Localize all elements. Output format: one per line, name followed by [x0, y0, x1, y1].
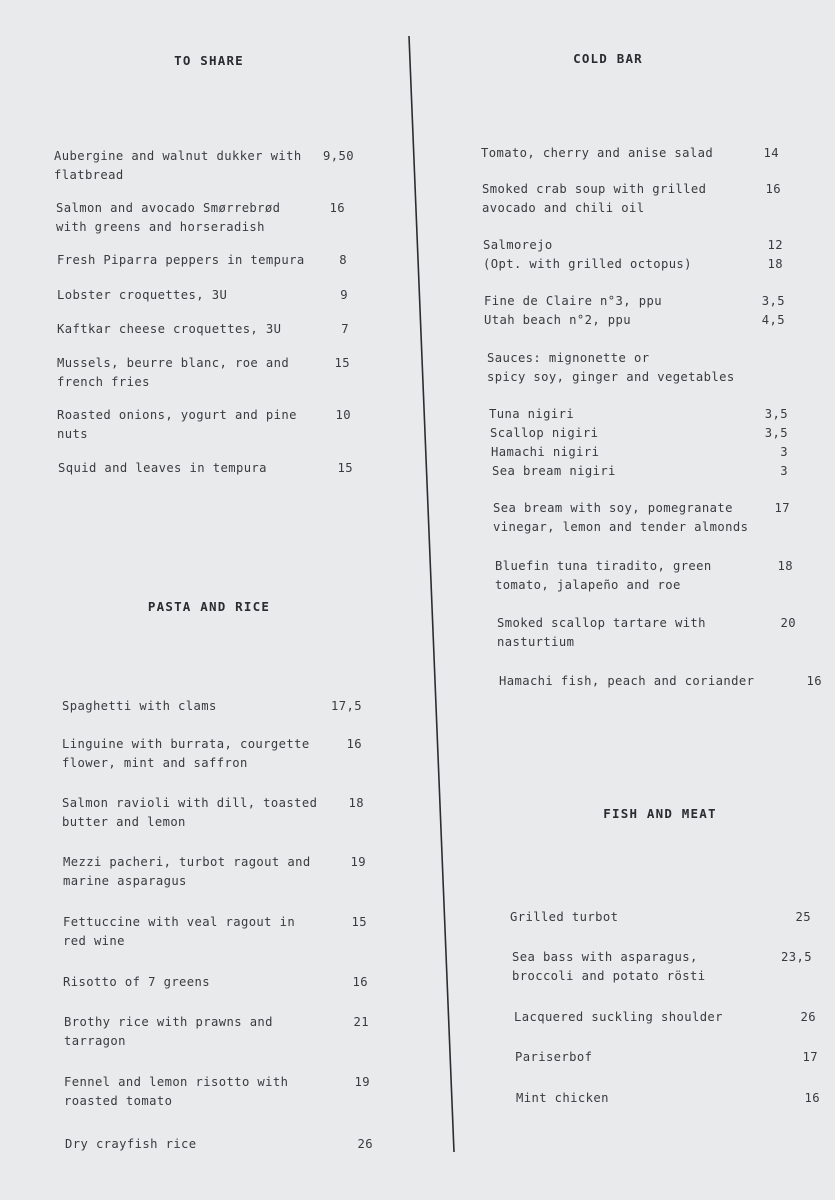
menu-item: Grilled turbot 25: [510, 910, 811, 924]
menu-item: Lacquered suckling shoulder 26: [514, 1010, 816, 1024]
menu-item: Salmon ravioli with dill, toasted butter and lemon 18: [62, 796, 364, 829]
menu-item: Kaftkar cheese croquettes, 3U 7: [57, 322, 349, 336]
menu-item: Brothy rice with prawns and tarragon 21: [64, 1015, 369, 1048]
menu-item: Mezzi pacheri, turbot ragout and marine asparagus 19: [63, 855, 366, 888]
menu-item: Scallop nigiri 3,5: [490, 426, 788, 440]
menu-item: Sea bass with asparagus, broccoli and potato rösti 23,5: [512, 950, 812, 983]
menu-item: Fine de Claire n°3, ppu Utah beach n°2, ppu 3,5 4,5: [484, 294, 785, 327]
menu-item: Dry crayfish rice 26: [65, 1137, 373, 1151]
menu-item: Smoked crab soup with grilled avocado and chili oil 16: [482, 182, 781, 215]
menu-item: Mussels, beurre blanc, roe and french fries 15: [57, 356, 350, 389]
menu-item: Fennel and lemon risotto with roasted tomato 19: [64, 1075, 370, 1108]
fish-meat-heading: FISH AND MEAT: [603, 806, 717, 821]
menu-item: Risotto of 7 greens 16: [63, 975, 368, 989]
pasta-rice-heading: PASTA AND RICE: [147, 599, 271, 614]
menu-item: Fresh Piparra peppers in tempura 8: [57, 253, 347, 267]
menu-item: Smoked scallop tartare with nasturtium 20: [497, 616, 796, 649]
menu-item: Salmorejo (Opt. with grilled octopus) 12 18: [483, 238, 783, 271]
menu-item: Squid and leaves in tempura 15: [58, 461, 353, 475]
menu-item: Hamachi nigiri 3: [491, 445, 788, 459]
menu-item: Spaghetti with clams 17,5: [62, 699, 362, 713]
menu-item: Mint chicken 16: [516, 1091, 820, 1105]
menu-item: Roasted onions, yogurt and pine nuts 10: [57, 408, 351, 441]
menu-item: Lobster croquettes, 3U 9: [57, 288, 348, 302]
menu-item: Sea bream with soy, pomegranate vinegar, lemon and tender almonds 17: [493, 501, 790, 534]
menu-item: Sea bream nigiri 3: [492, 464, 788, 478]
menu-item: Salmon and avocado Smørrebrød with greens and horseradish 16: [56, 201, 345, 234]
menu-item: Fettuccine with veal ragout in red wine 15: [63, 915, 367, 948]
menu-item: Linguine with burrata, courgette flower, mint and saffron 16: [62, 737, 362, 770]
menu-item: Sauces: mignonette or spicy soy, ginger and vegetables: [487, 351, 735, 384]
menu-item: Pariserbof 17: [515, 1050, 818, 1064]
to-share-heading: TO SHARE: [174, 53, 244, 68]
menu-item: Tuna nigiri 3,5: [489, 407, 788, 421]
menu-item: Hamachi fish, peach and coriander 16: [499, 674, 822, 688]
menu-item: Aubergine and walnut dukker with flatbread 9,50: [54, 149, 354, 182]
menu-item: Tomato, cherry and anise salad 14: [481, 146, 779, 160]
menu-item: Bluefin tuna tiradito, green tomato, jalapeño and roe 18: [495, 559, 793, 592]
cold-bar-heading: COLD BAR: [573, 51, 643, 66]
